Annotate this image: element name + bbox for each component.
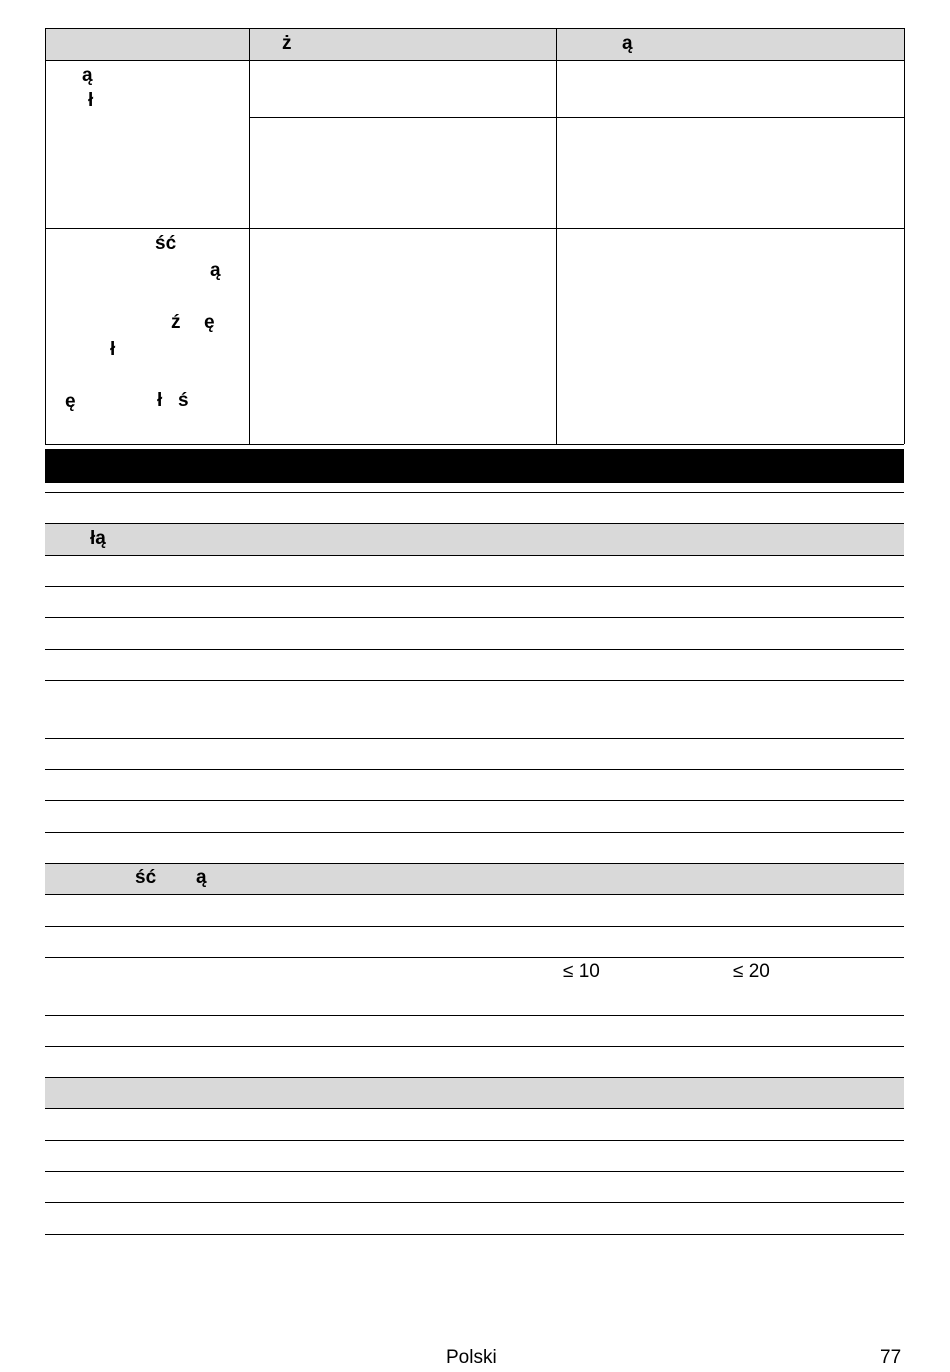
spec-divider bbox=[45, 1077, 904, 1078]
spec-row-divider bbox=[45, 649, 904, 650]
table-column-divider bbox=[556, 28, 557, 444]
spec-section-header bbox=[45, 863, 904, 894]
table-column-divider bbox=[249, 28, 250, 444]
row2-label-glyph: ą bbox=[210, 260, 221, 281]
spec-row-divider bbox=[45, 617, 904, 618]
spec-section-header bbox=[45, 1077, 904, 1108]
spec-row-divider bbox=[45, 957, 904, 958]
header-col2-text: ż bbox=[282, 33, 292, 54]
footer-language: Polski bbox=[446, 1347, 497, 1368]
spec-section-title: ść bbox=[135, 867, 157, 888]
spec-value: ≤ 20 bbox=[733, 961, 770, 982]
table-border-top bbox=[45, 28, 904, 29]
spec-row-divider bbox=[45, 1202, 904, 1203]
spec-section-title: łą bbox=[90, 528, 106, 549]
spec-row-divider bbox=[45, 738, 904, 739]
spec-divider bbox=[45, 523, 904, 524]
spec-row-divider bbox=[45, 1046, 904, 1047]
spec-row-divider bbox=[45, 769, 904, 770]
row1-label-glyph: ł bbox=[88, 90, 94, 111]
spec-section-header bbox=[45, 524, 904, 555]
row2-label-glyph: ść bbox=[155, 233, 177, 254]
table-row-divider bbox=[249, 117, 904, 118]
spec-row-divider bbox=[45, 926, 904, 927]
table-header-divider bbox=[45, 60, 904, 61]
spec-row-divider bbox=[45, 832, 904, 833]
spec-divider bbox=[45, 863, 904, 864]
table-border-left bbox=[45, 28, 46, 444]
spec-row-divider bbox=[45, 800, 904, 801]
table-row-divider bbox=[45, 228, 904, 229]
row2-label-glyph: ź bbox=[171, 312, 181, 333]
spec-row-divider bbox=[45, 1108, 904, 1109]
spec-section-title: ą bbox=[196, 867, 207, 888]
table-border-right bbox=[904, 28, 905, 444]
row2-label-glyph: ś bbox=[178, 390, 189, 411]
spec-divider bbox=[45, 492, 904, 493]
row2-label-glyph: ł bbox=[157, 390, 163, 411]
spec-row-divider bbox=[45, 1171, 904, 1172]
spec-row-divider bbox=[45, 1234, 904, 1235]
spec-row-divider bbox=[45, 555, 904, 556]
spec-row-divider bbox=[45, 1140, 904, 1141]
spec-row-divider bbox=[45, 586, 904, 587]
spec-row-divider bbox=[45, 680, 904, 681]
footer-page-number: 77 bbox=[880, 1347, 902, 1368]
row1-label-glyph: ą bbox=[82, 65, 93, 86]
row2-label-glyph: ę bbox=[204, 312, 215, 333]
spec-row-divider bbox=[45, 1015, 904, 1016]
spec-value: ≤ 10 bbox=[563, 961, 600, 982]
header-col3-text: ą bbox=[622, 33, 633, 54]
spec-row-divider bbox=[45, 894, 904, 895]
table-header-row bbox=[45, 28, 904, 60]
row2-label-glyph: ę bbox=[65, 391, 76, 412]
section-title-bar bbox=[45, 449, 904, 483]
table-border-bottom bbox=[45, 444, 904, 445]
row2-label-glyph: ł bbox=[110, 339, 116, 360]
